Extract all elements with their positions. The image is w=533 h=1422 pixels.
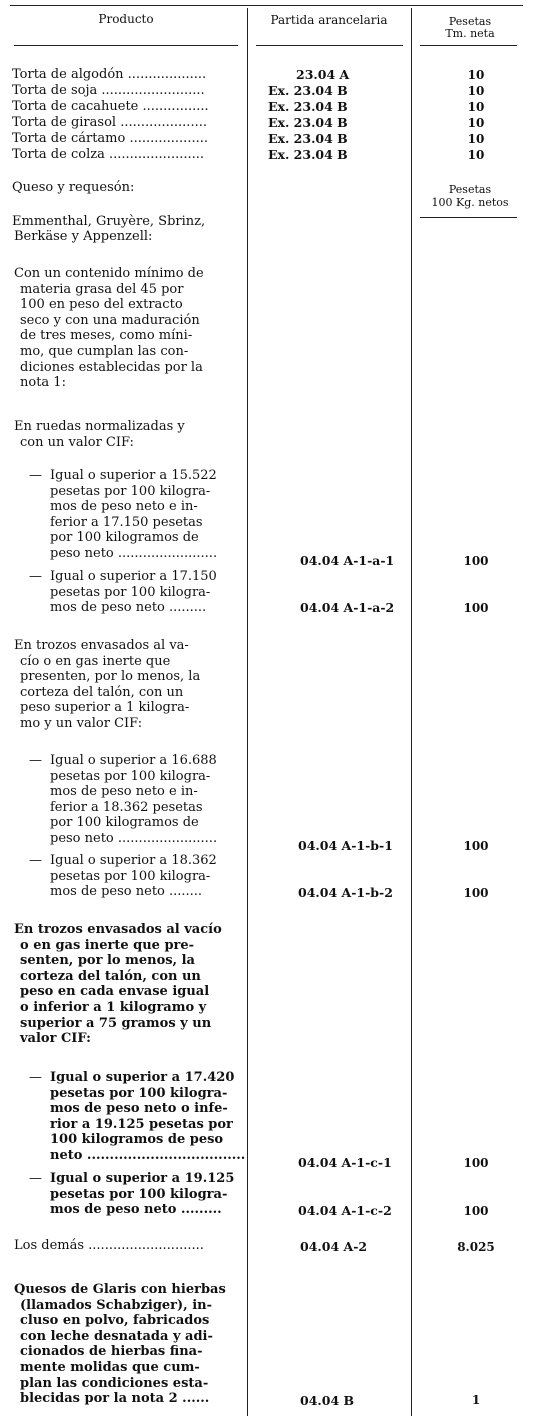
table-row-code: Ex. 23.04 B (268, 115, 348, 130)
pieces2-b-value: 100 (463, 1204, 489, 1218)
table-row-product: Torta de cártamo ................... (12, 131, 208, 146)
wheels-item-a: ferior a 17.150 pesetas (50, 514, 203, 530)
wheels-a-value: 100 (463, 554, 489, 568)
header-price-1: Pesetas (448, 15, 492, 28)
pieces2-intro-line: En trozos envasados al vacío (14, 922, 222, 937)
wheels-item-b: pesetas por 100 kilogra- (50, 584, 211, 600)
table-row-code: Ex. 23.04 B (268, 131, 348, 146)
header-underline-3 (420, 45, 517, 46)
pieces1-intro-line: mo y un valor CIF: (20, 715, 143, 731)
cheese-condition-line: seco y con una maduración (20, 312, 200, 328)
table-row-product: Torta de cacahuete ................ (12, 99, 209, 114)
pieces2-intro-line: superior a 75 gramos y un (20, 1015, 212, 1031)
pieces2-intro-line: valor CIF: (20, 1031, 91, 1047)
pieces1-intro-line: En trozos envasados al va- (14, 638, 189, 653)
pieces1-item-a: por 100 kilogramos de (50, 815, 199, 831)
pieces2-item-a: Igual o superior a 17.420 (50, 1070, 235, 1085)
pieces2-item-b: Igual o superior a 19.125 (50, 1171, 235, 1186)
glaris-line: cluso en polvo, fabricados (20, 1313, 210, 1329)
pieces1-item-a: Igual o superior a 16.688 (50, 753, 217, 768)
list-dash: — (29, 753, 42, 768)
cheese-condition-line: de tres meses, como míni- (20, 328, 193, 344)
header-product: Producto (98, 12, 154, 26)
header-price-2: Tm. neta (445, 27, 495, 40)
pieces2-item-a: 100 kilogramos de peso (50, 1132, 224, 1148)
table-row-code: Ex. 23.04 B (268, 147, 348, 162)
pieces2-intro-line: corteza del talón, con un (20, 968, 201, 984)
wheels-intro-line: En ruedas normalizadas y (14, 419, 185, 434)
table-row-value: 10 (467, 148, 485, 162)
column-divider-2 (411, 8, 412, 1416)
cheese-condition-line: nota 1: (20, 375, 66, 391)
pieces2-a-code: 04.04 A-1-c-1 (298, 1155, 392, 1170)
cheese-condition-line: 100 en peso del extracto (20, 297, 183, 313)
table-row-value: 10 (467, 84, 485, 98)
table-row-product: Torta de girasol ..................... (12, 115, 207, 130)
table-row-value: 10 (467, 116, 485, 130)
unit-label-2: 100 Kg. netos (431, 196, 509, 209)
cheese-varieties-line: Emmenthal, Gruyère, Sbrinz, (12, 214, 206, 229)
pieces2-item-a: pesetas por 100 kilogra- (50, 1085, 228, 1101)
pieces2-intro-line: peso en cada envase igual (20, 984, 210, 1000)
wheels-item-a: Igual o superior a 15.522 (50, 468, 217, 483)
list-dash: — (29, 853, 42, 868)
pieces2-item-b: mos de peso neto ......... (50, 1202, 222, 1218)
cheese-varieties-line: Berkäse y Appenzell: (14, 229, 153, 244)
header-tariff: Partida arancelaria (270, 13, 388, 27)
table-row-product: Torta de colza ....................... (12, 147, 204, 162)
cheese-condition-line: Con un contenido mínimo de (14, 266, 204, 281)
top-rule (10, 5, 523, 6)
table-row-product: Torta de algodón ................... (12, 67, 207, 82)
list-dash: — (29, 569, 42, 584)
header-underline-1 (14, 45, 238, 46)
pieces2-item-b: pesetas por 100 kilogra- (50, 1186, 228, 1202)
wheels-item-b: mos de peso neto ......... (50, 600, 207, 616)
cheese-condition-line: materia grasa del 45 por (20, 281, 184, 297)
pieces1-item-b: mos de peso neto ........ (50, 884, 203, 900)
wheels-b-code: 04.04 A-1-a-2 (300, 600, 395, 615)
cheese-condition-line: mo, que cumplan las con- (20, 344, 189, 359)
pieces2-b-code: 04.04 A-1-c-2 (298, 1203, 392, 1218)
wheels-intro-line: con un valor CIF: (20, 434, 134, 450)
list-dash: — (29, 468, 42, 483)
pieces2-intro-line: o inferior a 1 kilogramo y (20, 1000, 207, 1015)
glaris-line: Quesos de Glaris con hierbas (14, 1282, 226, 1297)
glaris-line: blecidas por la nota 2 ...... (20, 1391, 210, 1407)
wheels-b-value: 100 (463, 601, 489, 615)
glaris-line: plan las condiciones esta- (20, 1375, 209, 1391)
wheels-item-a: por 100 kilogramos de (50, 530, 199, 546)
pieces1-intro-line: cío o en gas inerte que (20, 653, 171, 669)
wheels-item-a: peso neto ........................ (50, 546, 218, 561)
wheels-a-code: 04.04 A-1-a-1 (300, 553, 395, 568)
pieces1-item-a: ferior a 18.362 pesetas (50, 799, 203, 815)
pieces1-a-value: 100 (463, 839, 489, 853)
others-code: 04.04 A-2 (300, 1239, 368, 1254)
header-underline-2 (256, 45, 403, 46)
cheese-condition-line: diciones establecidas por la (20, 359, 203, 375)
pieces1-intro-line: presenten, por lo menos, la (20, 669, 201, 684)
table-row-value: 10 (467, 68, 485, 82)
wheels-item-b: Igual o superior a 17.150 (50, 569, 217, 584)
pieces2-item-a: neto ................................... (50, 1148, 246, 1163)
pieces1-b-value: 100 (463, 886, 489, 900)
pieces2-item-a: rior a 19.125 pesetas por (50, 1116, 233, 1132)
pieces1-intro-line: peso superior a 1 kilogra- (20, 700, 190, 715)
table-row-value: 10 (467, 132, 485, 146)
pieces1-item-b: pesetas por 100 kilogra- (50, 868, 211, 884)
list-dash: — (29, 1171, 42, 1186)
pieces1-a-code: 04.04 A-1-b-1 (298, 838, 393, 853)
glaris-line: mente molidas que cum- (20, 1360, 200, 1375)
pieces1-b-code: 04.04 A-1-b-2 (298, 885, 393, 900)
glaris-line: con leche desnatada y adi- (20, 1328, 213, 1344)
pieces2-item-a: mos de peso neto o infe- (50, 1101, 228, 1117)
pieces2-intro-line: senten, por lo menos, la (20, 953, 195, 969)
pieces1-item-b: Igual o superior a 18.362 (50, 853, 217, 868)
pieces1-item-a: peso neto ........................ (50, 831, 218, 846)
wheels-item-a: mos de peso neto e in- (50, 499, 198, 515)
table-row-product: Torta de soja ......................... (12, 83, 205, 98)
list-dash: — (29, 1070, 42, 1085)
others-value: 8.025 (457, 1240, 495, 1254)
pieces1-item-a: pesetas por 100 kilogra- (50, 768, 211, 784)
glaris-line: cionados de hierbas fina- (20, 1344, 203, 1360)
table-row-value: 10 (467, 100, 485, 114)
table-row-code: Ex. 23.04 B (268, 99, 348, 114)
column-divider-1 (247, 8, 248, 1416)
unit-label-1: Pesetas (448, 183, 492, 196)
pieces1-item-a: mos de peso neto e in- (50, 784, 198, 800)
others-label: Los demás ............................ (14, 1238, 204, 1253)
glaris-code: 04.04 B (300, 1393, 355, 1408)
table-row-code: 23.04 A (296, 67, 350, 82)
unit-underline (420, 217, 517, 218)
pieces2-intro-line: o en gas inerte que pre- (20, 937, 195, 953)
pieces2-a-value: 100 (463, 1156, 489, 1170)
glaris-value: 1 (471, 1393, 481, 1407)
wheels-item-a: pesetas por 100 kilogra- (50, 483, 211, 499)
glaris-line: (llamados Schabziger), in- (20, 1297, 213, 1313)
table-row-code: Ex. 23.04 B (268, 83, 348, 98)
pieces1-intro-line: corteza del talón, con un (20, 684, 184, 700)
cheese-heading: Queso y requesón: (12, 180, 135, 195)
